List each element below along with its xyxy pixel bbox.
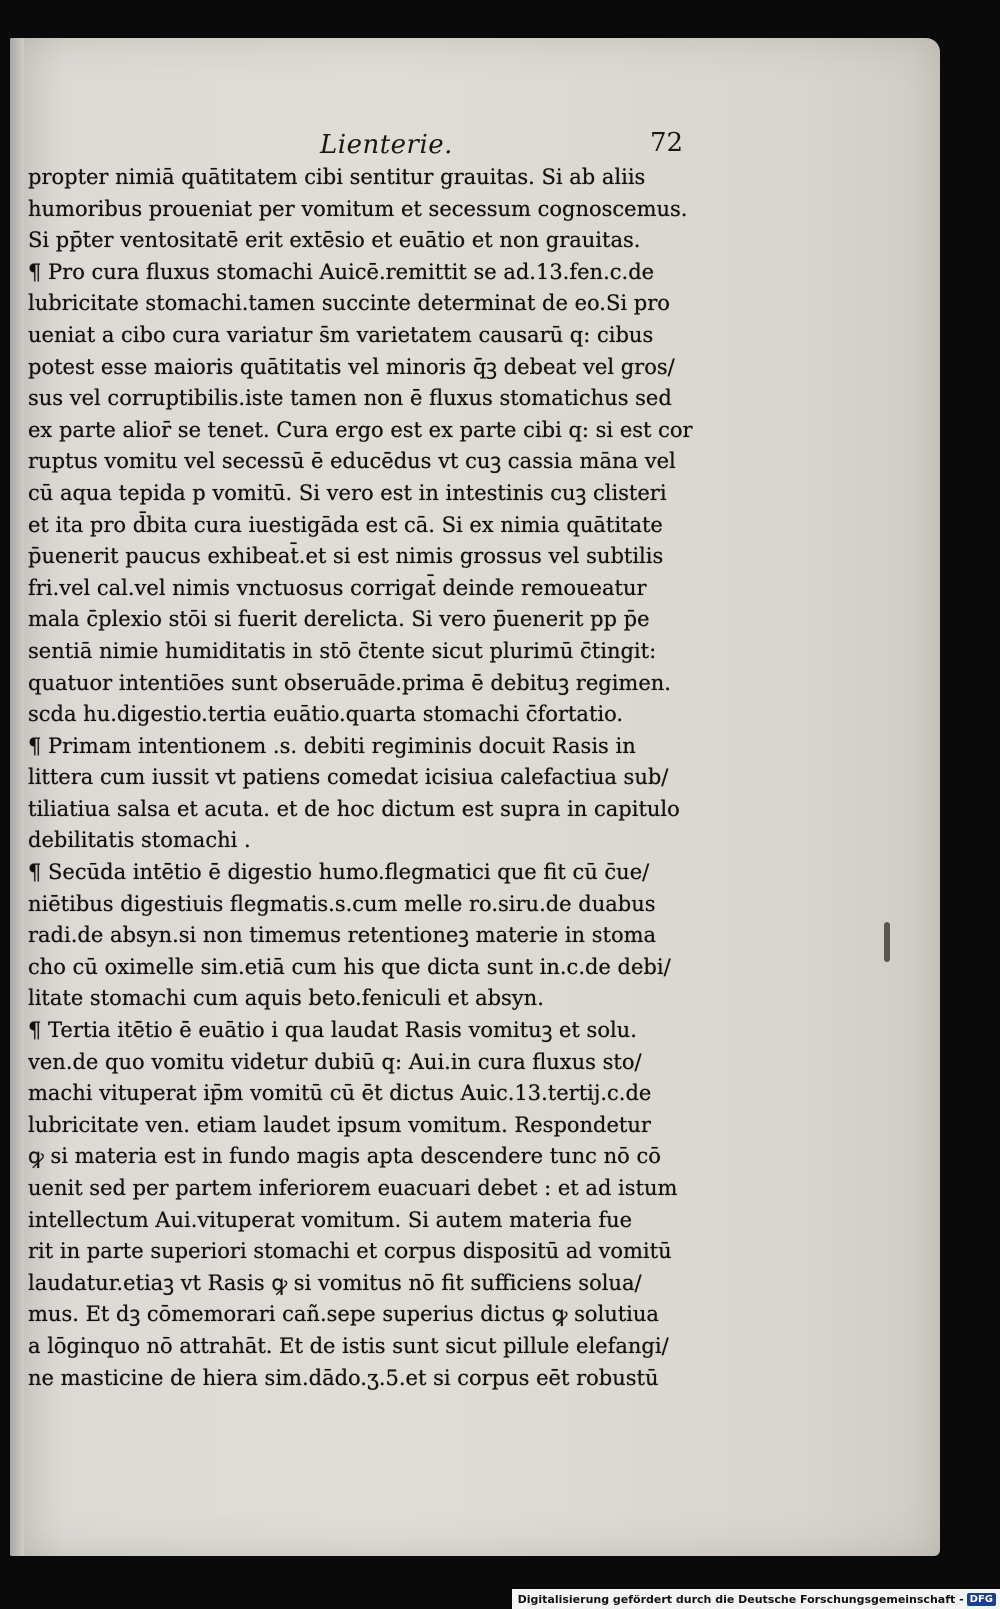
- text-line: Si pp̄ter ventositatē erit extēsio et euātio et non grauitas.: [28, 228, 641, 253]
- credit-text: Digitalisierung gefördert durch die Deutsche Forschungsgemeinschaft -: [517, 1592, 964, 1606]
- text-line: ¶ Primam intentionem .s. debiti regiminis docuit Rasis in: [28, 733, 636, 758]
- text-line: p̄uenerit paucus exhibeat̄.et si est nimis grossus vel subtilis: [28, 544, 664, 569]
- text-line: fri.vel cal.vel nimis vnctuosus corrigat̄ deinde remoueatur: [28, 575, 647, 600]
- text-line: humoribus proueniat per vomitum et secessum cognoscemus.: [28, 196, 688, 221]
- text-line: ¶ Secūda intētio ē digestio humo.flegmatici que fit cū c̄ue/: [28, 860, 650, 885]
- text-line: radi.de absyn.si non timemus retentioneꝫ materie in stoma: [28, 923, 657, 948]
- text-line: intellectum Aui.vituperat vomitum. Si autem materia fue: [28, 1207, 633, 1232]
- text-line: ven.de quo vomitu videtur dubiū q: Aui.in cura fluxus sto/: [28, 1049, 642, 1074]
- page-gutter-edge: [10, 38, 24, 1556]
- text-line: a lōginquo nō attrahāt. Et de istis sunt sicut pillule elefangi/: [28, 1333, 669, 1358]
- text-line: ueniat a cibo cura variatur s̄m varietatem causarū q: cibus: [28, 322, 654, 347]
- text-line: mus. Et dꝫ cōmemorari cañ.sepe superius dictus ꝙ solutiua: [28, 1302, 659, 1327]
- text-line: lubricitate ven. etiam laudet ipsum vomitum. Respondetur: [28, 1112, 651, 1137]
- text-line: litate stomachi cum aquis beto.feniculi et absyn.: [28, 986, 544, 1011]
- text-line: potest esse maioris quātitatis vel minoris q̄ꝫ debeat vel gros/: [28, 354, 675, 379]
- text-line: uenit sed per partem inferiorem euacuari debet : et ad istum: [28, 1176, 678, 1200]
- text-line: ruptus vomitu vel secessū ē educēdus vt cuꝫ cassia māna vel: [28, 449, 676, 474]
- text-line: sentiā nimie humiditatis in stō c̄tente sicut plurimū c̄tingit:: [28, 638, 657, 663]
- text-line: ¶ Pro cura fluxus stomachi Auicē.remittit se ad.13.fen.c.de: [28, 259, 655, 284]
- text-block: [28, 162, 708, 1394]
- text-line: rit in parte superiori stomachi et corpus dispositū ad vomitū: [28, 1239, 672, 1264]
- text-line: cho cū oximelle sim.etiā cum his que dicta sunt in.c.de debi/: [28, 954, 671, 979]
- text-line: scda hu.digestio.tertia euātio.quarta stomachi c̄fortatio.: [28, 702, 624, 727]
- running-head-title: Lienterie.: [320, 130, 453, 160]
- running-head: [10, 130, 940, 162]
- text-line: cū aqua tepida p vomitū. Si vero est in intestinis cuꝫ clisteri: [28, 480, 667, 505]
- text-line: quatuor intentiōes sunt obseruāde.prima ē debituꝫ regimen.: [28, 670, 671, 695]
- text-line: machi vituperat ip̄m vomitū cū ēt dictus Auic.13.tertij.c.de: [28, 1081, 652, 1106]
- text-line: tiliatiua salsa et acuta. et de hoc dictum est supra in capitulo: [28, 796, 680, 821]
- digitization-credit: [512, 1589, 1000, 1609]
- text-line: propter nimiā quātitatem cibi sentitur grauitas. Si ab aliis: [28, 165, 646, 189]
- text-line: ꝙ si materia est in fundo magis apta descendere tunc nō cō: [28, 1144, 661, 1169]
- folio-number: 72: [650, 128, 684, 158]
- text-line: et ita pro d̄bita cura iuestigāda est cā. Si ex nimia quātitate: [28, 512, 663, 537]
- text-line: mala c̄plexio stōi si fuerit derelicta. Si vero p̄uenerit pp p̄e: [28, 607, 650, 632]
- text-line: ne masticine de hiera sim.dādo.ʒ.5.et si corpus eēt robustū: [28, 1365, 659, 1390]
- dfg-logo: DFG: [967, 1593, 996, 1606]
- ink-smudge: [884, 922, 890, 962]
- text-line: lubricitate stomachi.tamen succinte determinat de eo.Si pro: [28, 291, 670, 316]
- text-line: niētibus digestiuis flegmatis.s.cum melle ro.siru.de duabus: [28, 891, 656, 916]
- text-line: sus vel corruptibilis.iste tamen non ē fluxus stomatichus sed: [28, 386, 672, 411]
- text-line: ¶ Tertia itētio ē euātio i qua laudat Rasis vomituꝫ et solu.: [28, 1018, 637, 1043]
- text-line: laudatur.etiaꝫ vt Rasis ꝙ si vomitus nō fit sufficiens solua/: [28, 1270, 642, 1295]
- text-line: littera cum iussit vt patiens comedat icisiua calefactiua sub/: [28, 765, 669, 790]
- text-line: debilitatis stomachi .: [28, 828, 251, 853]
- book-page: [10, 38, 940, 1556]
- text-line: ex parte alior̄ se tenet. Cura ergo est ex parte cibi q: si est cor: [28, 417, 693, 442]
